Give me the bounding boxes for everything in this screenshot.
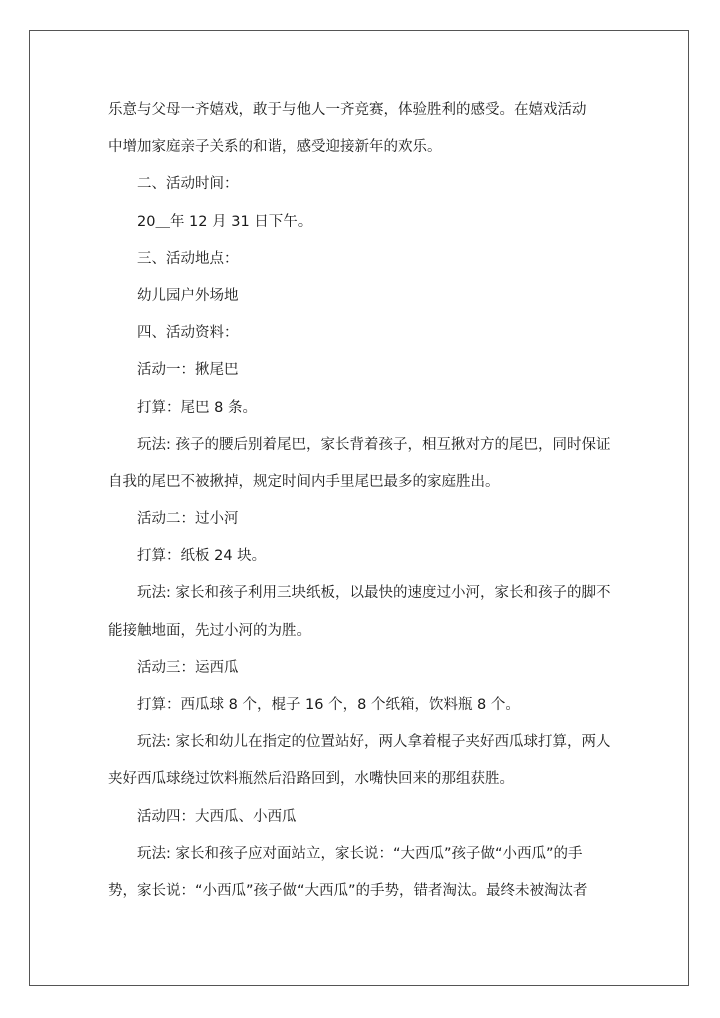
activity-rules: 玩法: 孩子的腰后别着尾巴，家长背着孩子，相互揪对方的尾巴，同时保证 xyxy=(137,436,611,453)
section-heading-time: 二、活动时间： xyxy=(137,176,239,193)
activity-materials: 打算：西瓜球 8 个，棍子 16 个，8 个纸箱，饮料瓶 8 个。 xyxy=(137,697,520,713)
section-heading-content: 四、活动资料： xyxy=(137,325,239,342)
activity-rules-continued: 夹好西瓜球绕过饮料瓶然后沿路回到，水嘴快回来的那组获胜。 xyxy=(108,771,514,788)
activity-title: 活动一：揪尾巴 xyxy=(137,362,239,379)
activity-rules: 玩法: 家长和孩子应对面站立，家长说：“大西瓜”孩子做“小西瓜”的手 xyxy=(137,845,583,862)
section-heading-location: 三、活动地点： xyxy=(137,250,239,267)
activity-title: 活动二：过小河 xyxy=(137,511,239,528)
activity-rules-continued: 势，家长说：“小西瓜”孩子做“大西瓜”的手势，错者淘汰。最终未被淘汰者 xyxy=(108,882,588,899)
activity-title: 活动四：大西瓜、小西瓜 xyxy=(137,808,297,825)
paragraph-line: 乐意与父母一齐嬉戏，敢于与他人一齐竞赛，体验胜利的感受。在嬉戏活动 xyxy=(108,102,587,118)
activity-rules-continued: 自我的尾巴不被揪掉，规定时间内手里尾巴最多的家庭胜出。 xyxy=(108,473,500,490)
paragraph-line: 中增加家庭亲子关系的和谐，感受迎接新年的欢乐。 xyxy=(108,139,442,156)
event-date: 20＿年 12 月 31 日下午。 xyxy=(137,213,313,230)
activity-title: 活动三：运西瓜 xyxy=(137,659,239,676)
activity-rules: 玩法: 家长和孩子利用三块纸板，以最快的速度过小河，家长和孩子的脚不 xyxy=(137,585,611,602)
activity-materials: 打算：尾巴 8 条。 xyxy=(137,399,257,416)
activity-rules: 玩法: 家长和幼儿在指定的位置站好，两人拿着棍子夹好西瓜球打算，两人 xyxy=(137,734,611,751)
event-location: 幼儿园户外场地 xyxy=(137,287,239,304)
document-body xyxy=(108,92,613,910)
activity-rules-continued: 能接触地面，先过小河的为胜。 xyxy=(108,622,311,639)
activity-materials: 打算：纸板 24 块。 xyxy=(137,548,267,565)
